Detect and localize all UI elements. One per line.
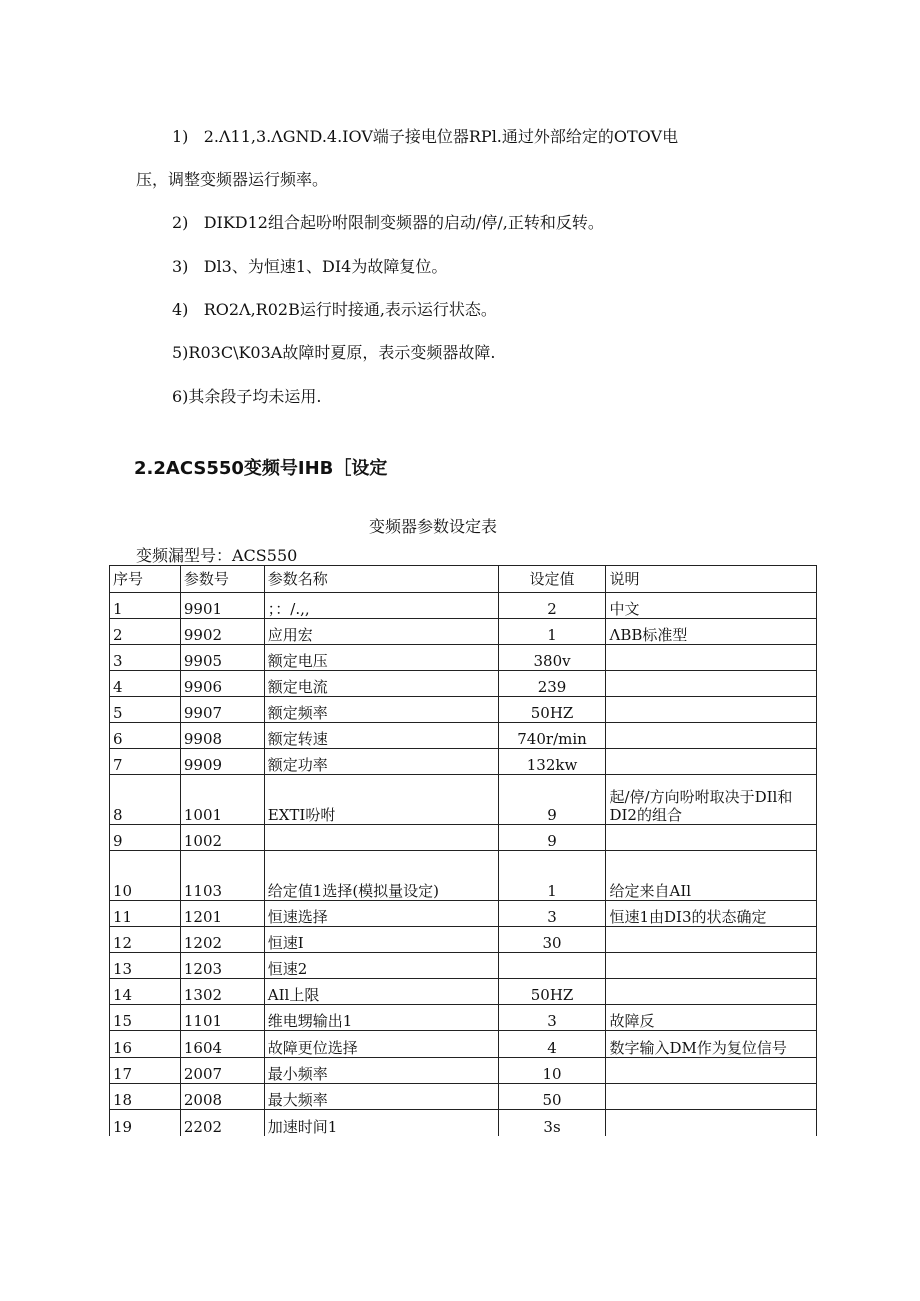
cell-param-no: 1103 bbox=[180, 851, 264, 901]
cell-note bbox=[606, 697, 817, 723]
cell-index: 7 bbox=[110, 749, 181, 775]
parameter-table bbox=[109, 565, 817, 1136]
cell-index: 16 bbox=[110, 1031, 181, 1058]
cell-param-name: 额定功率 bbox=[264, 749, 498, 775]
table-row bbox=[110, 825, 817, 851]
cell-index: 8 bbox=[110, 775, 181, 825]
cell-param-no: 1001 bbox=[180, 775, 264, 825]
cell-value: 9 bbox=[498, 775, 606, 825]
cell-index: 2 bbox=[110, 619, 181, 645]
table-row bbox=[110, 1005, 817, 1031]
cell-param-no: 2202 bbox=[180, 1110, 264, 1136]
list-item-5 bbox=[172, 340, 495, 363]
table-row bbox=[110, 851, 817, 901]
cell-note bbox=[606, 1084, 817, 1110]
cell-param-no: 9907 bbox=[180, 697, 264, 723]
cell-value: 1 bbox=[498, 851, 606, 901]
table-row bbox=[110, 749, 817, 775]
col-header-param-no: 参数号 bbox=[180, 566, 264, 593]
list-text: RO2Λ,R02B运行时接通,表示运行状态。 bbox=[203, 300, 497, 319]
cell-param-no: 2008 bbox=[180, 1084, 264, 1110]
cell-param-no: 1302 bbox=[180, 979, 264, 1005]
cell-value: 50HZ bbox=[498, 979, 606, 1005]
cell-index: 11 bbox=[110, 901, 181, 927]
cell-index: 15 bbox=[110, 1005, 181, 1031]
cell-param-name: 恒速选择 bbox=[264, 901, 498, 927]
cell-value: 239 bbox=[498, 671, 606, 697]
cell-param-name bbox=[264, 825, 498, 851]
cell-param-no: 9902 bbox=[180, 619, 264, 645]
table-row bbox=[110, 619, 817, 645]
list-item-6 bbox=[172, 384, 322, 407]
table-row bbox=[110, 1058, 817, 1084]
cell-param-name: 恒速2 bbox=[264, 953, 498, 979]
table-row bbox=[110, 723, 817, 749]
table-row bbox=[110, 927, 817, 953]
cell-value: 9 bbox=[498, 825, 606, 851]
table-header-row bbox=[110, 566, 817, 593]
table-row bbox=[110, 697, 817, 723]
cell-note: 中文 bbox=[606, 593, 817, 619]
cell-index: 17 bbox=[110, 1058, 181, 1084]
table-row bbox=[110, 671, 817, 697]
table-row bbox=[110, 1031, 817, 1058]
cell-value: 3 bbox=[498, 1005, 606, 1031]
cell-note bbox=[606, 825, 817, 851]
cell-index: 5 bbox=[110, 697, 181, 723]
list-item-2 bbox=[172, 210, 604, 233]
cell-index: 13 bbox=[110, 953, 181, 979]
cell-index: 12 bbox=[110, 927, 181, 953]
cell-note: 给定来自AIl bbox=[606, 851, 817, 901]
list-text: DIKD12组合起吩咐限制变频器的启动/停/,正转和反转。 bbox=[203, 213, 604, 232]
cell-note bbox=[606, 1058, 817, 1084]
cell-param-name: 故障更位选择 bbox=[264, 1031, 498, 1058]
cell-note: 起/停/方向吩咐取决于DIl和DI2的组合 bbox=[606, 775, 817, 825]
col-header-value: 设定值 bbox=[498, 566, 606, 593]
cell-index: 18 bbox=[110, 1084, 181, 1110]
col-header-note: 说明 bbox=[606, 566, 817, 593]
cell-index: 19 bbox=[110, 1110, 181, 1136]
cell-param-name: 额定电流 bbox=[264, 671, 498, 697]
cell-param-no: 1202 bbox=[180, 927, 264, 953]
cell-param-name: ；：/.,, bbox=[264, 593, 498, 619]
cell-param-name: 应用宏 bbox=[264, 619, 498, 645]
table-row bbox=[110, 1084, 817, 1110]
table-row bbox=[110, 1110, 817, 1136]
cell-param-no: 2007 bbox=[180, 1058, 264, 1084]
cell-param-no: 9909 bbox=[180, 749, 264, 775]
table-body bbox=[110, 593, 817, 1136]
table-row bbox=[110, 645, 817, 671]
list-marker: 3) bbox=[172, 257, 189, 276]
table-row bbox=[110, 775, 817, 825]
cell-value: 1 bbox=[498, 619, 606, 645]
cell-note bbox=[606, 671, 817, 697]
cell-note bbox=[606, 927, 817, 953]
cell-param-name: EXTI吩咐 bbox=[264, 775, 498, 825]
model-label: 变频漏型号：ACS550 bbox=[136, 546, 298, 565]
cell-value: 30 bbox=[498, 927, 606, 953]
cell-param-name: 最大频率 bbox=[264, 1084, 498, 1110]
cell-note: 恒速1由DI3的状态确定 bbox=[606, 901, 817, 927]
cell-param-name: 额定转速 bbox=[264, 723, 498, 749]
list-text: Dl3、为恒速1、DI4为故障复位。 bbox=[203, 257, 448, 276]
cell-value: 2 bbox=[498, 593, 606, 619]
cell-note bbox=[606, 645, 817, 671]
cell-param-no: 9906 bbox=[180, 671, 264, 697]
list-item-3 bbox=[172, 254, 447, 277]
cell-value bbox=[498, 953, 606, 979]
cell-value: 50HZ bbox=[498, 697, 606, 723]
cell-note bbox=[606, 723, 817, 749]
cell-param-no: 9901 bbox=[180, 593, 264, 619]
cell-note: 故障反 bbox=[606, 1005, 817, 1031]
cell-param-no: 9908 bbox=[180, 723, 264, 749]
cell-index: 14 bbox=[110, 979, 181, 1005]
table-row bbox=[110, 593, 817, 619]
cell-param-name: AIl上限 bbox=[264, 979, 498, 1005]
list-marker: 1) bbox=[172, 127, 189, 146]
table-row bbox=[110, 901, 817, 927]
cell-value: 10 bbox=[498, 1058, 606, 1084]
col-header-index: 序号 bbox=[110, 566, 181, 593]
cell-param-no: 1002 bbox=[180, 825, 264, 851]
list-marker: 2) bbox=[172, 213, 189, 232]
cell-note bbox=[606, 749, 817, 775]
cell-param-name: 额定频率 bbox=[264, 697, 498, 723]
list-text: 6)其余段子均未运用. bbox=[172, 387, 322, 406]
cell-param-name: 维电甥输出1 bbox=[264, 1005, 498, 1031]
list-marker: 4) bbox=[172, 300, 189, 319]
list-text: 压，调整变频器运行频率。 bbox=[136, 170, 329, 189]
list-item-1-continued bbox=[136, 167, 328, 190]
cell-note: ΛBB标准型 bbox=[606, 619, 817, 645]
list-item-4 bbox=[172, 297, 497, 320]
cell-param-name: 加速时间1 bbox=[264, 1110, 498, 1136]
cell-index: 1 bbox=[110, 593, 181, 619]
cell-value: 132kw bbox=[498, 749, 606, 775]
cell-value: 3s bbox=[498, 1110, 606, 1136]
cell-param-no: 1604 bbox=[180, 1031, 264, 1058]
cell-note bbox=[606, 953, 817, 979]
cell-note: 数字输入DM作为复位信号 bbox=[606, 1031, 817, 1058]
cell-param-no: 1201 bbox=[180, 901, 264, 927]
list-text: 2.Λ11,3.ΛGND.4.IOV端子接电位器RPl.通过外部给定的OTOV电 bbox=[203, 127, 679, 146]
col-header-param-name: 参数名称 bbox=[264, 566, 498, 593]
list-item-1 bbox=[172, 124, 678, 147]
cell-param-name: 额定电压 bbox=[264, 645, 498, 671]
table-title: 变频器参数设定表 bbox=[369, 517, 498, 536]
cell-note bbox=[606, 979, 817, 1005]
cell-index: 9 bbox=[110, 825, 181, 851]
cell-index: 3 bbox=[110, 645, 181, 671]
cell-index: 4 bbox=[110, 671, 181, 697]
cell-value: 740r/min bbox=[498, 723, 606, 749]
section-heading: 2.2ACS550变频号IHB［设定 bbox=[134, 458, 388, 479]
cell-param-no: 1101 bbox=[180, 1005, 264, 1031]
cell-param-no: 1203 bbox=[180, 953, 264, 979]
cell-param-no: 9905 bbox=[180, 645, 264, 671]
cell-param-name: 给定值1选择(模拟量设定) bbox=[264, 851, 498, 901]
cell-note bbox=[606, 1110, 817, 1136]
cell-value: 3 bbox=[498, 901, 606, 927]
cell-value: 4 bbox=[498, 1031, 606, 1058]
table-row bbox=[110, 979, 817, 1005]
list-text: 5)R03C\K03A故障时夏原，表示变频器故障. bbox=[172, 343, 496, 362]
cell-param-name: 恒速I bbox=[264, 927, 498, 953]
table-row bbox=[110, 953, 817, 979]
cell-param-name: 最小频率 bbox=[264, 1058, 498, 1084]
cell-index: 6 bbox=[110, 723, 181, 749]
cell-value: 380v bbox=[498, 645, 606, 671]
cell-index: 10 bbox=[110, 851, 181, 901]
cell-value: 50 bbox=[498, 1084, 606, 1110]
